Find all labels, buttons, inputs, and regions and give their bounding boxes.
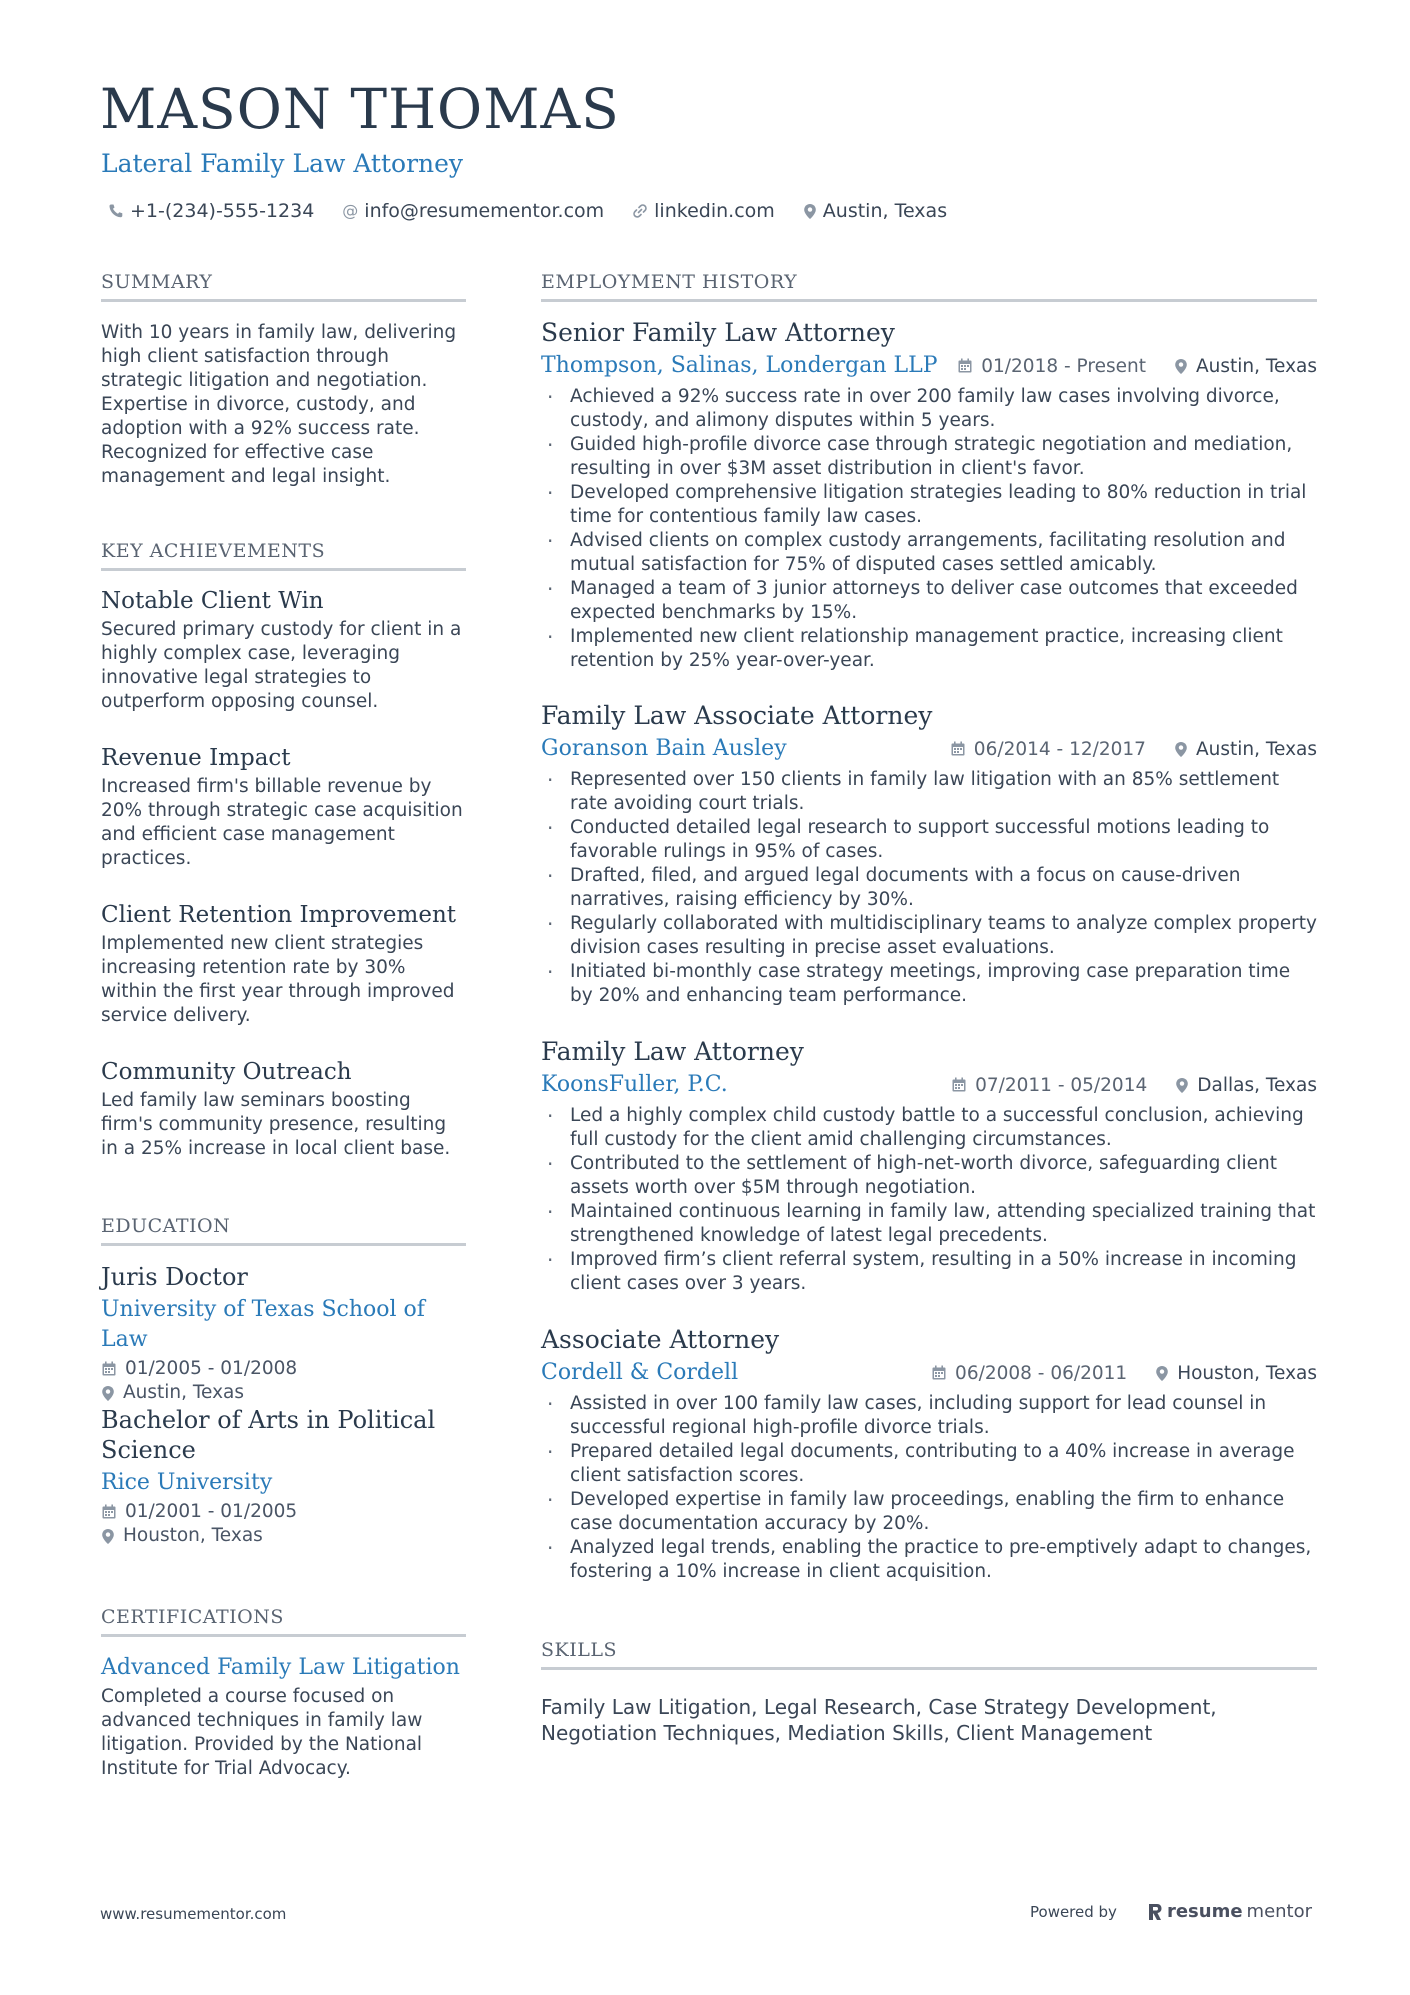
job-meta (951, 1075, 1317, 1096)
achievement-text: Increased firm's billable revenue by 20% through strategic case acquisition and efficient case management practices. (101, 776, 463, 869)
linkedin-text: linkedin.com (654, 200, 775, 222)
job-entry (541, 1324, 1317, 1584)
school-name: Rice University (101, 1470, 273, 1495)
job-company: Goranson Bain Ausley (541, 736, 787, 761)
contact-bar (108, 200, 947, 222)
job-meta (950, 739, 1317, 760)
logo-text-bold: resume (1166, 1901, 1243, 1922)
job-bullet: · Prepared detailed legal documents, contributing to a 40% increase in average client satisfaction scores. (541, 1440, 1317, 1488)
at-icon: @ (342, 201, 359, 220)
job-dates-text: 06/2008 - 06/2011 (955, 1362, 1128, 1384)
phone-icon (108, 203, 124, 219)
job-location (1174, 739, 1317, 760)
edu-location-text: Austin, Texas (123, 1382, 245, 1403)
achievement-text: Secured primary custody for client in a highly complex case, leveraging innovative legal strategies to outperform opposing counsel. (101, 619, 462, 712)
job-bullet: · Achieved a 92% success rate in over 200 family law cases involving divorce, custody, and alimony disputes within 5 years. (541, 385, 1317, 433)
job-location-text: Dallas, Texas (1197, 1074, 1317, 1096)
location-pin-icon (1155, 1365, 1169, 1382)
footer-url[interactable]: www.resumementor.com (100, 1905, 287, 1923)
link-icon (632, 203, 648, 219)
location-text: Austin, Texas (822, 200, 948, 222)
resumementor-logo-icon (1147, 1902, 1163, 1922)
location-pin-icon (101, 1385, 115, 1402)
job-bullets (541, 1104, 1317, 1296)
job-info-row (541, 351, 1317, 381)
job-company: Thompson, Salinas, Londergan LLP (541, 353, 938, 378)
contact-phone[interactable] (108, 200, 314, 222)
skills-section (541, 1694, 1316, 1746)
education-item (101, 1262, 466, 1405)
certification-text: Completed a course focused on advanced techniques in family law litigation. Provided by the National Institute for Trial Advocacy. (101, 1686, 423, 1779)
calendar-icon (957, 358, 973, 374)
job-bullet: · Conducted detailed legal research to support successful motions leading to favorable rulings in 95% of cases. (541, 816, 1317, 864)
job-bullet: · Implemented new client relationship management practice, increasing client retention by 25% year-over-year. (541, 625, 1317, 673)
calendar-icon (951, 1077, 967, 1093)
job-location (1175, 1075, 1317, 1096)
location-pin-icon (1175, 1077, 1189, 1094)
job-dates (957, 356, 1146, 377)
job-bullets (541, 768, 1317, 1008)
certification-item (101, 1653, 466, 1781)
job-info-row (541, 1070, 1317, 1100)
job-company: KoonsFuller, P.C. (541, 1072, 728, 1097)
location-pin-icon (803, 203, 817, 220)
powered-by-label: Powered by (1030, 1902, 1117, 1921)
job-bullet: · Represented over 150 clients in family law litigation with an 85% settlement rate avoiding court trials. (541, 768, 1317, 816)
achievement-item (101, 743, 466, 900)
job-location (1174, 356, 1317, 377)
job-location (1155, 1363, 1317, 1384)
achievements-heading: KEY ACHIEVEMENTS (101, 540, 466, 571)
calendar-icon (101, 1361, 117, 1377)
job-dates-text: 06/2014 - 12/2017 (973, 738, 1146, 760)
achievement-title: Revenue Impact (101, 745, 291, 771)
job-entry (541, 1036, 1317, 1296)
job-info-row (541, 734, 1317, 764)
job-bullet: · Analyzed legal trends, enabling the practice to pre-emptively adapt to changes, fostering a 10% increase in client acquisition. (541, 1536, 1317, 1584)
powered-by (1030, 1901, 1312, 1922)
email-text: info@resumementor.com (364, 200, 605, 222)
edu-dates-text: 01/2005 - 01/2008 (125, 1358, 298, 1379)
job-meta (957, 356, 1317, 377)
location-pin-icon (1174, 358, 1188, 375)
edu-dates (101, 1357, 466, 1381)
phone-text: +1-(234)-555-1234 (130, 200, 315, 222)
certifications-heading: CERTIFICATIONS (101, 1606, 466, 1637)
edu-dates-text: 01/2001 - 01/2005 (125, 1501, 298, 1522)
job-bullets (541, 1392, 1317, 1584)
calendar-icon (101, 1504, 117, 1520)
location-pin-icon (1174, 741, 1188, 758)
achievement-item (101, 1057, 466, 1161)
edu-location-text: Houston, Texas (123, 1525, 263, 1546)
achievement-title: Client Retention Improvement (101, 902, 456, 928)
candidate-name: MASON THOMAS (100, 77, 620, 141)
achievement-item (101, 586, 466, 743)
edu-dates (101, 1500, 466, 1524)
job-bullets (541, 385, 1317, 673)
candidate-role: Lateral Family Law Attorney (101, 149, 464, 178)
job-dates (951, 1075, 1147, 1096)
contact-email[interactable] (342, 200, 604, 222)
job-title: Family Law Attorney (541, 1037, 804, 1066)
skills-heading: SKILLS (541, 1639, 1317, 1670)
achievement-item (101, 900, 466, 1057)
school-name: University of Texas School of Law (101, 1297, 425, 1352)
calendar-icon (931, 1365, 947, 1381)
achievement-title: Notable Client Win (101, 588, 324, 614)
job-info-row (541, 1358, 1317, 1388)
skills-text: Family Law Litigation, Legal Research, Case Strategy Development, Negotiation Techniques, Mediation Skills, Client Management (541, 1695, 1217, 1745)
location-pin-icon (101, 1528, 115, 1545)
job-company: Cordell & Cordell (541, 1360, 739, 1385)
employment-heading: EMPLOYMENT HISTORY (541, 271, 1317, 302)
edu-location (101, 1524, 466, 1548)
achievements-list (101, 586, 466, 1161)
job-bullet: · Maintained continuous learning in family law, attending specialized training that strengthened knowledge of latest legal precedents. (541, 1200, 1317, 1248)
job-entry (541, 700, 1317, 1008)
job-dates-text: 07/2011 - 05/2014 (975, 1074, 1148, 1096)
job-bullet: · Developed expertise in family law proceedings, enabling the firm to enhance case documentation accuracy by 20%. (541, 1488, 1317, 1536)
job-location-text: Houston, Texas (1177, 1362, 1317, 1384)
job-bullet: · Managed a team of 3 junior attorneys to deliver case outcomes that exceeded expected benchmarks by 15%. (541, 577, 1317, 625)
logo-text-thin: mentor (1246, 1901, 1313, 1922)
job-bullet: · Guided high-profile divorce case through strategic negotiation and mediation, resulting in over $3M asset distribution in client's favor. (541, 433, 1317, 481)
contact-location (803, 200, 947, 222)
job-bullet: · Contributed to the settlement of high-net-worth divorce, safeguarding client assets worth over $5M through negotiation. (541, 1152, 1317, 1200)
job-dates (931, 1363, 1127, 1384)
job-title: Associate Attorney (541, 1325, 780, 1354)
degree-title: Juris Doctor (101, 1263, 248, 1291)
job-location-text: Austin, Texas (1195, 738, 1317, 760)
edu-location (101, 1381, 466, 1405)
degree-title: Bachelor of Arts in Political Science (101, 1406, 436, 1464)
achievement-title: Community Outreach (101, 1059, 352, 1085)
achievement-text: Led family law seminars boosting firm's community presence, resulting in a 25% increase in local client base. (101, 1090, 451, 1159)
job-bullet: · Drafted, filed, and argued legal documents with a focus on cause-driven narratives, raising efficiency by 30%. (541, 864, 1317, 912)
resumementor-logo[interactable] (1147, 1901, 1312, 1922)
job-location-text: Austin, Texas (1195, 355, 1317, 377)
achievement-text: Implemented new client strategies increasing retention rate by 30% within the first year through improved service delivery. (101, 933, 455, 1026)
job-bullet: · Assisted in over 100 family law cases, including support for lead counsel in successful regional high-profile divorce trials. (541, 1392, 1317, 1440)
job-bullet: · Led a highly complex child custody battle to a successful conclusion, achieving full custody for the client amid challenging circumstances. (541, 1104, 1317, 1152)
calendar-icon (950, 741, 966, 757)
job-bullet: · Improved firm’s client referral system, resulting in a 50% increase in incoming client cases over 3 years. (541, 1248, 1317, 1296)
job-bullet: · Regularly collaborated with multidisciplinary teams to analyze complex property division cases resulting in precise asset evaluations. (541, 912, 1317, 960)
summary-text: With 10 years in family law, delivering high client satisfaction through strategic litigation and negotiation. Expertise in divorce, custody, and adoption with a 92% success rate. Recognized for effective case management and legal insight. (101, 322, 457, 487)
job-bullet: · Advised clients on complex custody arrangements, facilitating resolution and mutual satisfaction for 75% of disputed cases settled amicably. (541, 529, 1317, 577)
job-dates-text: 01/2018 - Present (981, 355, 1146, 377)
job-dates (950, 739, 1146, 760)
job-bullet: · Developed comprehensive litigation strategies leading to 80% reduction in trial time for contentious family law cases. (541, 481, 1317, 529)
job-title: Family Law Associate Attorney (541, 701, 933, 730)
education-item (101, 1405, 466, 1548)
summary-heading: SUMMARY (101, 271, 466, 302)
job-bullet: · Initiated bi-monthly case strategy meetings, improving case preparation time by 20% and enhancing team performance. (541, 960, 1317, 1008)
job-entry (541, 317, 1317, 673)
education-heading: EDUCATION (101, 1215, 466, 1246)
job-title: Senior Family Law Attorney (541, 318, 895, 347)
job-meta (931, 1363, 1317, 1384)
certification-title: Advanced Family Law Litigation (101, 1655, 460, 1680)
summary-section (101, 321, 466, 489)
contact-linkedin[interactable] (632, 200, 775, 222)
